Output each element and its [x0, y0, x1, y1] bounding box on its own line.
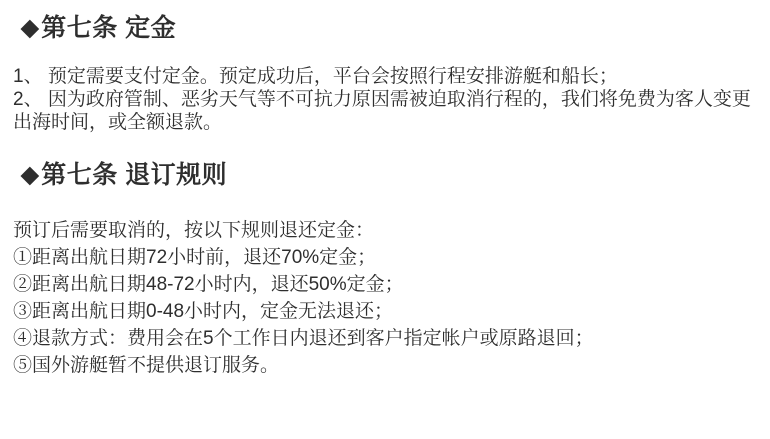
cancellation-intro: 预订后需要取消的，按以下规则退还定金：	[13, 220, 375, 241]
deposit-paragraph-1: 1、 预定需要支付定金。预定成功后，平台会按照行程安排游艇和船长；	[13, 66, 618, 87]
cancellation-rule-2: ②距离出航日期48-72小时内，退还50%定金；	[13, 274, 404, 295]
diamond-bullet-icon: ◆	[21, 161, 40, 187]
deposit-paragraphs	[13, 65, 761, 134]
cancellation-rule-5: ⑤国外游艇暂不提供退订服务。	[13, 355, 280, 376]
deposit-section-heading-text: 第七条 定金	[41, 14, 177, 42]
cancellation-rule-3: ③距离出航日期0-48小时内，定金无法退还；	[13, 301, 394, 322]
cancellation-section-heading	[21, 161, 770, 188]
cancellation-rule-4: ④退款方式：费用会在5个工作日内退还到客户指定帐户或原路退回；	[13, 328, 594, 349]
cancellation-rules	[13, 217, 761, 379]
cancellation-section-heading-text: 第七条 退订规则	[41, 161, 228, 189]
deposit-paragraph-2: 2、 因为政府管制、恶劣天气等不可抗力原因需被迫取消行程的，我们将免费为客人变更出海时间，或全额退款。	[13, 89, 751, 133]
cancellation-rule-1: ①距离出航日期72小时前，退还70%定金；	[13, 247, 377, 268]
deposit-section-heading	[21, 0, 770, 41]
diamond-bullet-icon: ◆	[21, 14, 40, 40]
